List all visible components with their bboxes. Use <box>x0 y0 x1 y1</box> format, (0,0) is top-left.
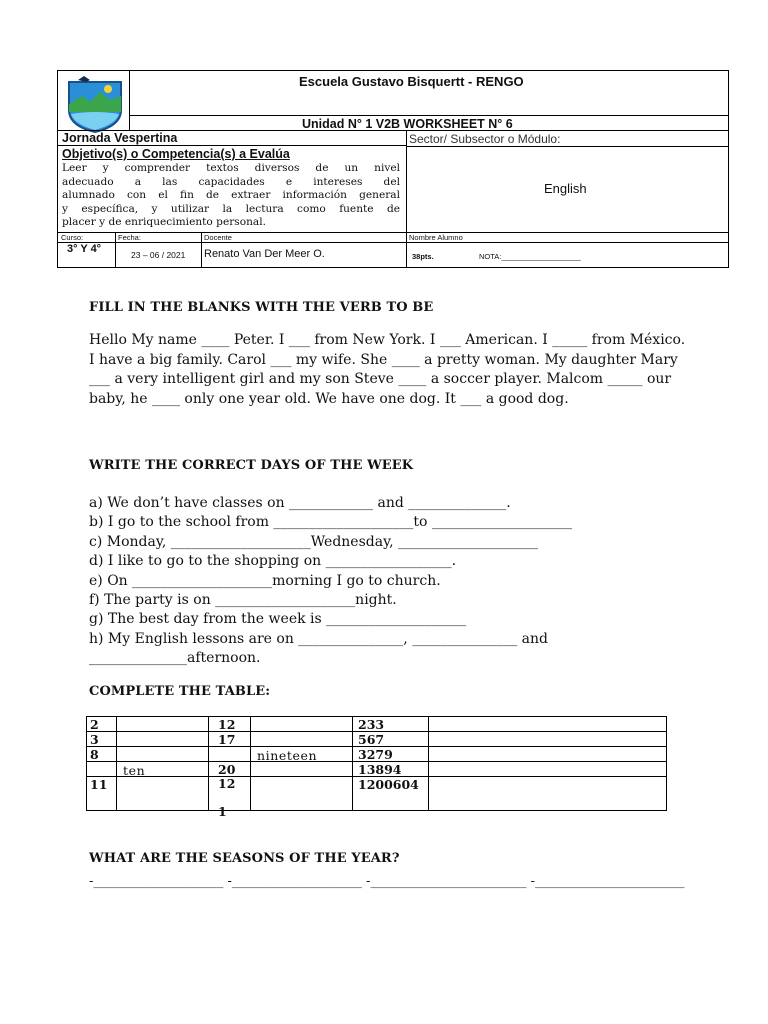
unit-title: Unidad N° 1 V2B WORKSHEET N° 6 <box>302 117 513 131</box>
section-title-verb-to-be: FILL IN THE BLANKS WITH THE VERB TO BE <box>89 300 434 315</box>
header-table <box>57 70 729 268</box>
table-cell: 20 <box>218 762 236 777</box>
table-cell: 3 <box>90 732 99 747</box>
docente-label: Docente <box>204 233 232 242</box>
sector-label: Sector/ Subsector o Módulo: <box>409 132 561 146</box>
table-cell: 13894 <box>358 762 402 777</box>
objective-line: adecuado a las capacidades e intereses del <box>62 175 400 188</box>
objective-line: y específica, y utilizar la lectura como fuente de <box>62 202 400 215</box>
points-value: 38pts. <box>412 252 434 261</box>
paragraph-line: ___ a very intelligent girl and my son Steve ____ a soccer player. Malcom _____ our <box>89 371 672 387</box>
school-name: Escuela Gustavo Bisquertt - RENGO <box>299 74 524 89</box>
paragraph-line: baby, he ____ only one year old. We have one dog. It ___ a good dog. <box>89 390 569 407</box>
objective-text <box>62 162 400 230</box>
table-cell: 3279 <box>358 747 393 762</box>
fill-blanks-paragraph <box>89 331 709 409</box>
list-item: ______________afternoon. <box>89 650 261 667</box>
seasons-answer-blanks[interactable]: -____________________ -____________________ -________________________ -_______________________ <box>89 874 685 889</box>
list-item: c) Monday, ____________________Wednesday, ____________________ <box>89 533 539 550</box>
table-cell: 1200604 <box>358 777 419 792</box>
objective-line: alumnado con el fin de extraer información general <box>62 189 400 201</box>
paragraph-line: I have a big family. Carol ___ my wife. She ____ a pretty woman. My daughter Mary <box>89 351 678 368</box>
list-item: d) I like to go to the shopping on __________________. <box>89 553 457 570</box>
table-cell: 567 <box>358 732 385 747</box>
objective-line: placer y de enriquecimiento personal. <box>62 216 266 228</box>
subject-name: English <box>544 181 587 196</box>
list-item: g) The best day from the week is ____________________ <box>89 611 467 628</box>
fecha-value: 23 – 06 / 2021 <box>131 250 186 260</box>
table-cell: 12 1 <box>218 776 236 819</box>
school-logo-icon <box>64 74 126 134</box>
table-cell: 11 <box>90 777 108 792</box>
table-cell: 8 <box>90 747 99 762</box>
paragraph-line: Hello My name ____ Peter. I ___ from New York. I ___ American. I _____ from México. <box>89 332 686 348</box>
section-title-complete-table: COMPLETE THE TABLE: <box>89 684 271 699</box>
section-title-seasons: WHAT ARE THE SEASONS OF THE YEAR? <box>89 851 400 866</box>
list-item: e) On ____________________morning I go to church. <box>89 572 441 589</box>
numbers-table <box>86 716 667 819</box>
list-item: a) We don’t have classes on ____________ and ______________. <box>89 495 511 511</box>
list-item: f) The party is on ____________________night. <box>89 592 397 609</box>
days-of-week-list <box>89 494 572 669</box>
table-cell: 17 <box>218 732 236 747</box>
curso-value: 3° Y 4° <box>67 243 102 255</box>
fecha-label: Fecha: <box>118 233 141 242</box>
list-item: h) My English lessons are on _______________, _______________ and <box>89 630 548 647</box>
table-cell: 233 <box>358 717 385 732</box>
objective-label: Objetivo(s) o Competencia(s) a Evalúa <box>62 147 290 161</box>
table-cell: nineteen <box>257 748 318 763</box>
curso-label: Curso: <box>61 233 84 242</box>
docente-value: Renato Van Der Meer O. <box>204 248 325 260</box>
jornada-label: Jornada Vespertina <box>62 131 178 145</box>
section-title-days-of-week: WRITE THE CORRECT DAYS OF THE WEEK <box>89 458 414 473</box>
objective-line: Leer y comprender textos diversos de un nivel <box>62 162 400 174</box>
alumno-label: Nombre Alumno <box>409 233 463 242</box>
table-cell: 12 <box>218 717 236 732</box>
nota-field[interactable]: NOTA:___________________ <box>479 252 581 261</box>
list-item: b) I go to the school from ____________________to ____________________ <box>89 514 572 531</box>
table-cell: ten <box>123 763 146 778</box>
table-cell: 2 <box>90 717 99 732</box>
